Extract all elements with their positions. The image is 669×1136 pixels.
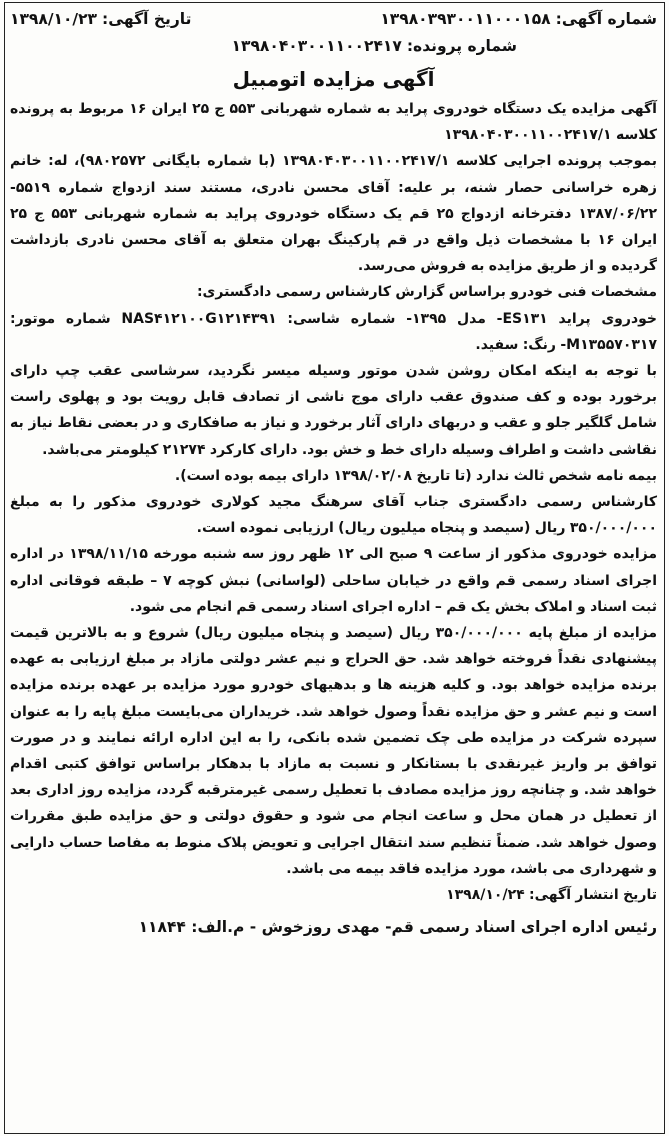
case-number-value: ۱۳۹۸۰۴۰۳۰۰۱۱۰۰۲۴۱۷ bbox=[231, 37, 402, 55]
case-number-label: شماره پرونده: bbox=[406, 37, 517, 55]
publish-date: تاریخ انتشار آگهی: ۱۳۹۸/۱۰/۲۴ bbox=[446, 887, 657, 904]
auction-time-place-paragraph: مزایده خودروی مذکور از ساعت ۹ صبح الی ۱۲ ظهر روز سه شنبه مورخه ۱۳۹۸/۱۱/۱۵ در اداره اجرای اسناد رسمی قم واقع در خیابان ساحلی (لواسانی) نبش کوچه ۷ – طبقه فوقانی اداره ثبت اسناد و املاک بخش یک قم – اداره اجرای اسناد رسمی قم انجام می شود. bbox=[10, 546, 657, 615]
page-title: آگهی مزایده اتومبیل bbox=[232, 67, 435, 91]
specs-heading: مشخصات فنی خودرو براساس گزارش کارشناس رسمی دادگستری: bbox=[196, 284, 657, 301]
condition-paragraph: با توجه به اینکه امکان روشن شدن موتور وسیله میسر نگردید، سرشاسی عقب چپ دارای برخورد بوده و کف صندوق عقب دارای موج ناشی از تصادف قابل رویت بود و پهلوی راست شامل گلگیر جلو و عقب و دربهای دارای آثار برخورد و نیاز به صافکاری و در بعضی نقاط نیاز به نقاشی داشت و اطراف وسیله دارای خط و خش بود. دارای کارکرد ۲۱۲۷۴ کیلومتر می‌باشد. bbox=[10, 363, 657, 458]
header-row-1 bbox=[10, 6, 657, 33]
notice-date-value: ۱۳۹۸/۱۰/۲۳ bbox=[10, 10, 98, 28]
notice-number-label: شماره آگهی: bbox=[555, 10, 657, 28]
auction-terms-paragraph: مزایده از مبلغ پایه ۳۵۰/۰۰۰/۰۰۰ ریال (سیصد و پنجاه میلیون ریال) شروع و به بالاترین قیمت پیشنهادی نقداً فروخته خواهد شد. حق الحراج و نیم عشر دولتی مازاد بر مبلغ ارزیابی به عهده برنده مزایده خواهد بود. و کلیه هزینه ها و بدهیهای خودرو مورد مزایده بر عهده برنده مزایده است و نیم عشر و حق مزایده نقداً وصول خواهد شد. خریداران می‌بایست مبلغ پایه را به عنوان سپرده شرکت در مزایده طی چک تضمین شده بانکی، را به این اداره ارائه نمایند و در صورت توافق بر واریز غیرنقدی با بستانکار و نسبت به مازاد با بدهکار براساس توافق کتبی اقدام خواهد شد. و چنانچه روز مزایده مصادف با تعطیل رسمی غیرمترقبه گردد، مزایده روز اداری بعد از تعطیل در همان محل و ساعت انجام می شود و حقوق دولتی و حق مزایده طبق مقررات وصول خواهد شد. ضمناً تنظیم سند انتقال اجرایی و تعویض پلاک منوط به مفاصا حساب دارایی و شهرداری می باشد، مورد مزایده فاقد بیمه می باشد. bbox=[10, 625, 657, 877]
header-row-2 bbox=[10, 33, 657, 60]
case-details-paragraph: بموجب پرونده اجرایی کلاسه ۱۳۹۸۰۴۰۳۰۰۱۱۰۰۲۴۱۷/۱ (با شماره بایگانی ۹۸۰۲۵۷۲)، له: خانم زهره خراسانی حصار شنه، بر علیه: آقای محسن نادری، مستند سند ازدواج شماره ۵۵۱۹- ۱۳۸۷/۰۶/۲۲ دفترخانه ازدواج ۲۵ قم یک دستگاه خودروی پراید به شماره شهربانی ۵۵۳ ج ۲۵ ایران ۱۶ با مشخصات ذیل واقع در قم پارکینگ بهران متعلق به آقای محسن نادری بازداشت گردیده و از طریق مزایده به فروش می‌رسد. bbox=[10, 153, 658, 275]
intro-paragraph: آگهی مزایده یک دستگاه خودروی پراید به شماره شهربانی ۵۵۳ ج ۲۵ ایران ۱۶ مربوط به پرونده کلاسه ۱۳۹۸۰۴۰۳۰۰۱۱۰۰۲۴۱۷/۱ bbox=[10, 101, 657, 144]
notice-date bbox=[10, 6, 191, 33]
notice-number bbox=[380, 6, 657, 33]
insurance-paragraph: بیمه نامه شخص ثالث ندارد (تا تاریخ ۱۳۹۸/۰۲/۰۸ دارای بیمه بوده است). bbox=[174, 467, 657, 484]
signature-line: رئیس اداره اجرای اسناد رسمی قم- مهدی روزخوش - م.الف: ۱۱۸۴۴ bbox=[138, 918, 657, 937]
notice-date-label: تاریخ آگهی: bbox=[102, 10, 192, 28]
appraisal-paragraph: کارشناس رسمی دادگستری جناب آقای سرهنگ مجید کولاری خودروی مذکور را به مبلغ ۳۵۰/۰۰۰/۰۰۰ ریال (سیصد و پنجاه میلیون ریال) ارزیابی نموده است. bbox=[10, 494, 657, 537]
vehicle-specs-paragraph: خودروی پراید ES۱۳۱- مدل ۱۳۹۵- شماره شاسی: NAS۴۱۲۱۰۰G۱۲۱۴۳۹۱ شماره موتور: M۱۳۵۵۷۰۳۱۷- رنگ: سفید. bbox=[10, 310, 657, 353]
notice-number-value: ۱۳۹۸۰۳۹۳۰۰۱۱۰۰۰۱۵۸ bbox=[380, 10, 551, 28]
